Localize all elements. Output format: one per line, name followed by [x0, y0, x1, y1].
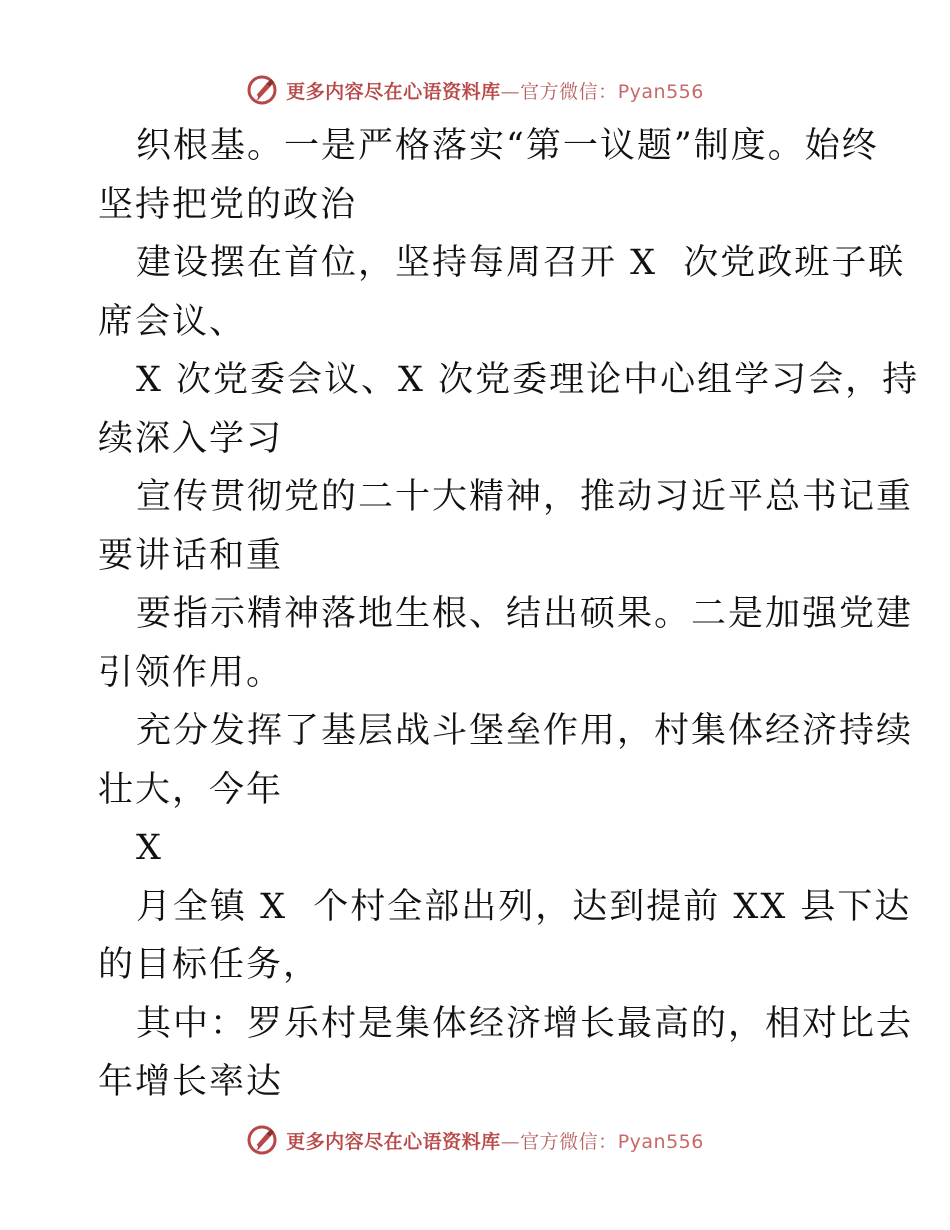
pen-logo-icon	[246, 74, 278, 106]
text-line: 年增长率达	[98, 1062, 284, 1102]
watermark-wechat-label: 官方微信：	[520, 80, 618, 103]
text-line: 充分发挥了基层战斗堡垒作用，村集体经济持续	[136, 711, 914, 751]
pen-logo-icon	[246, 1124, 278, 1156]
text-line: 续深入学习	[98, 418, 284, 459]
text-line: 织根基。一是严格落实“第一议题”制度。始终	[136, 126, 879, 166]
watermark-wechat-label: 官方微信：	[520, 1130, 618, 1153]
watermark-text	[286, 77, 704, 104]
text-line: X	[136, 828, 163, 868]
watermark-wechat-id: Pyan556	[617, 80, 704, 103]
watermark-brand: 更多内容尽在心语资料库	[286, 1130, 501, 1153]
watermark-separator: —	[500, 80, 521, 103]
text-line: 引领作用。	[98, 652, 284, 693]
text-line: 席会议、	[98, 301, 247, 342]
watermark-text	[286, 1127, 704, 1154]
document-body	[98, 117, 920, 1112]
header-watermark	[0, 70, 950, 110]
text-line: 壮大，今年	[98, 769, 284, 810]
text-line: 的目标任务，	[98, 945, 321, 985]
footer-watermark	[0, 1120, 950, 1160]
watermark-wechat-id: Pyan556	[617, 1130, 704, 1153]
text-line: X 次党委会议、X 次党委理论中心组学习会，持	[136, 360, 920, 400]
watermark-group	[246, 74, 704, 106]
text-line: 要指示精神落地生根、结出硕果。二是加强党建	[136, 594, 914, 634]
watermark-group	[246, 1124, 704, 1156]
watermark-brand: 更多内容尽在心语资料库	[286, 80, 501, 103]
text-line: 宣传贯彻党的二十大精神，推动习近平总书记重	[136, 477, 914, 517]
text-line: 坚持把党的政治	[98, 184, 358, 225]
text-line: 其中：罗乐村是集体经济增长最高的，相对比去	[136, 1003, 914, 1044]
text-line: 建设摆在首位，坚持每周召开 X 次党政班子联	[136, 243, 906, 283]
text-line: 要讲话和重	[98, 535, 284, 576]
watermark-separator: —	[500, 1130, 521, 1153]
text-line: 月全镇 X 个村全部出列，达到提前 XX 县下达	[136, 886, 912, 927]
